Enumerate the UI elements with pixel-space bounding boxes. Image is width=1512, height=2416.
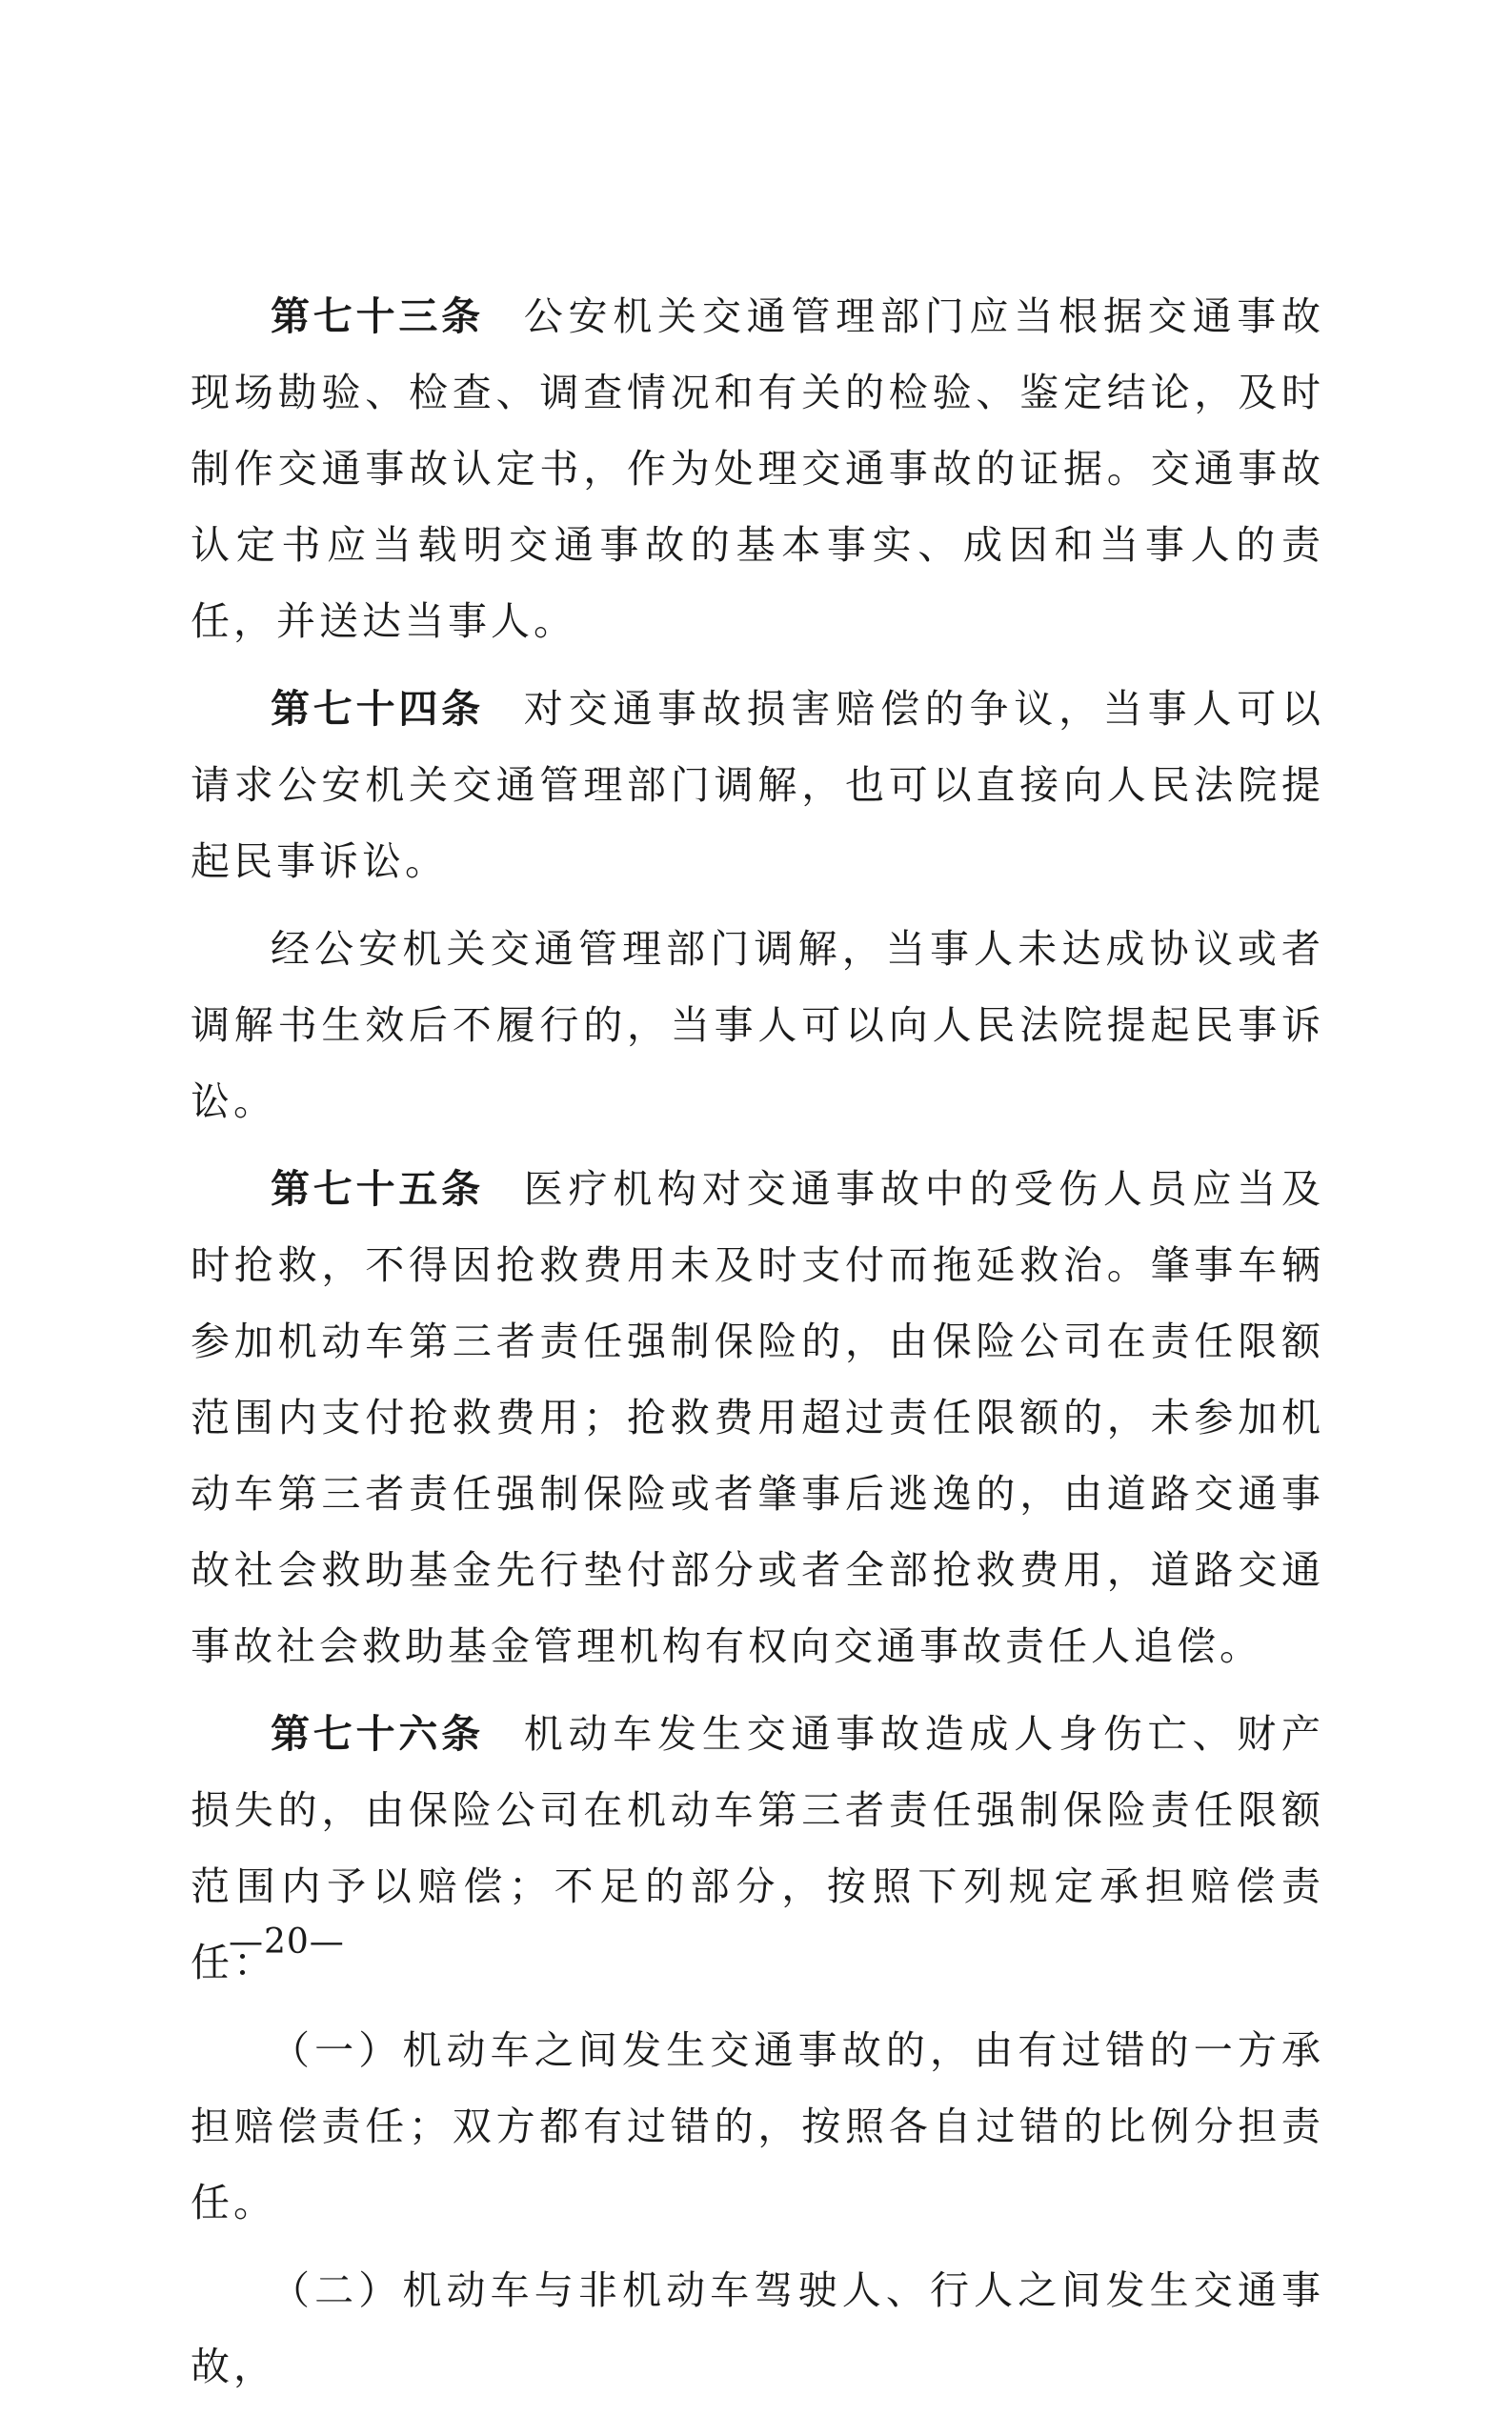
article-74-continuation: 经公安机关交通管理部门调解，当事人未达成协议或者调解书生效后不履行的，当事人可以向人民法院提起民事诉讼。 (191, 926, 1324, 1124)
article-76-item-2: （二）机动车与非机动车驾驶人、行人之间发生交通事故， (191, 2267, 1324, 2389)
article-text: 对交通事故损害赔偿的争议，当事人可以请求公安机关交通管理部门调解，也可以直接向人民法院提起民事诉讼。 (191, 686, 1325, 884)
article-label: 第七十三条 (271, 293, 484, 339)
article-76 (191, 1696, 1324, 2001)
article-74 (191, 671, 1324, 899)
article-75 (191, 1151, 1324, 1684)
article-73 (191, 278, 1324, 659)
article-text: 医疗机构对交通事故中的受伤人员应当及时抢救，不得因抢救费用未及时支付而拖延救治。肇事车辆参加机动车第三者责任强制保险的，由保险公司在责任限额范围内支付抢救费用；抢救费用超过责任限额的，未参加机动车第三者责任强制保险或者肇事后逃逸的，由道路交通事故社会救助基金先行垫付部分或者全部抢救费用，道路交通事故社会救助基金管理机构有权向交通事故责任人追偿。 (191, 1166, 1325, 1669)
article-text: 机动车发生交通事故造成人身伤亡、财产损失的，由保险公司在机动车第三者责任强制保险责任限额范围内予以赔偿；不足的部分，按照下列规定承担赔偿责任： (191, 1711, 1325, 1985)
article-label: 第七十六条 (271, 1711, 484, 1757)
article-76-item-1: （一）机动车之间发生交通事故的，由有过错的一方承担赔偿责任；双方都有过错的，按照各自过错的比例分担责任。 (191, 2027, 1324, 2225)
document-body (191, 278, 1324, 2416)
page-number: —20— (229, 1923, 345, 1962)
article-text: 公安机关交通管理部门应当根据交通事故现场勘验、检查、调查情况和有关的检验、鉴定结论，及时制作交通事故认定书，作为处理交通事故的证据。交通事故认定书应当载明交通事故的基本事实、成因和当事人的责任，并送达当事人。 (191, 293, 1325, 644)
article-label: 第七十四条 (271, 686, 484, 732)
article-label: 第七十五条 (271, 1166, 484, 1212)
